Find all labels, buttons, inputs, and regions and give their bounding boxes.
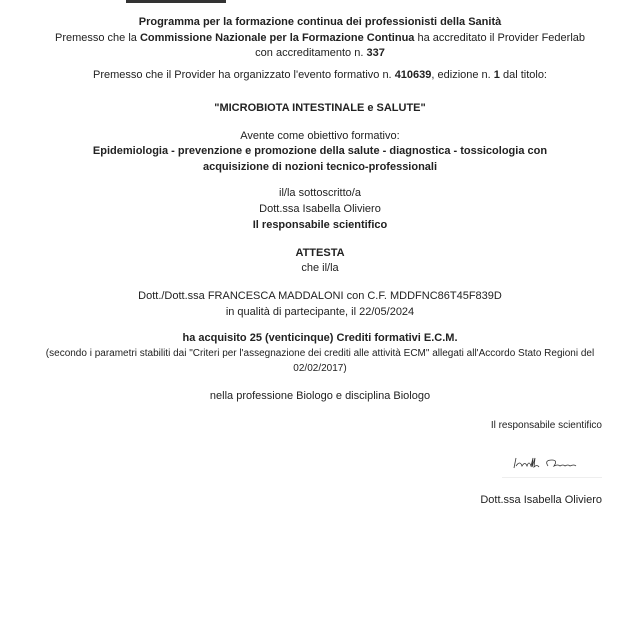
- signatory-label: il/la sottoscritto/a: [279, 187, 361, 199]
- program-title: Programma per la formazione continua dei professionisti della Sanità: [138, 16, 502, 28]
- note-line-1: (secondo i parametri stabiliti dai "Criteri per l'assegnazione dei crediti alle attività ECM" allegati all'Accordo Stato Regioni del: [45, 348, 595, 359]
- header-logo-strip: [126, 0, 226, 3]
- participation: in qualità di partecipante, il 22/05/2024: [225, 306, 415, 318]
- signature-line: [502, 477, 602, 478]
- attesta-heading: ATTESTA: [295, 247, 345, 259]
- attesta-sub: che il/la: [301, 262, 339, 274]
- objective-line-1: Epidemiologia - prevenzione e promozione della salute - diagnostica - tossicologia con: [92, 145, 548, 157]
- signatory-role: Il responsabile scientifico: [252, 219, 388, 231]
- credits: ha acquisito 25 (venticinque) Crediti formativi E.C.M.: [182, 332, 458, 344]
- signature-image: [502, 452, 602, 474]
- accreditation: con accreditamento n. 337: [255, 47, 385, 59]
- signatory-name: Dott.ssa Isabella Oliviero: [259, 203, 381, 215]
- footer-role: Il responsabile scientifico: [490, 420, 602, 431]
- objective-label: Avente come obiettivo formativo:: [240, 130, 400, 142]
- participant: Dott./Dott.ssa FRANCESCA MADDALONI con C.F. MDDFNC86T45F839D: [138, 290, 502, 302]
- premise-commission: Premesso che la Commissione Nazionale per la Formazione Continua ha accreditato il Provider Federlab: [54, 32, 585, 44]
- note-line-2: 02/02/2017): [293, 363, 347, 374]
- event-title: "MICROBIOTA INTESTINALE e SALUTE": [214, 102, 426, 114]
- objective-line-2: acquisizione di nozioni tecnico-professionali: [202, 161, 438, 173]
- premise-event: Premesso che il Provider ha organizzato l'evento formativo n. 410639, edizione n. 1 dal titolo:: [92, 69, 547, 81]
- footer-name: Dott.ssa Isabella Oliviero: [480, 494, 602, 506]
- profession: nella professione Biologo e disciplina Biologo: [209, 390, 431, 402]
